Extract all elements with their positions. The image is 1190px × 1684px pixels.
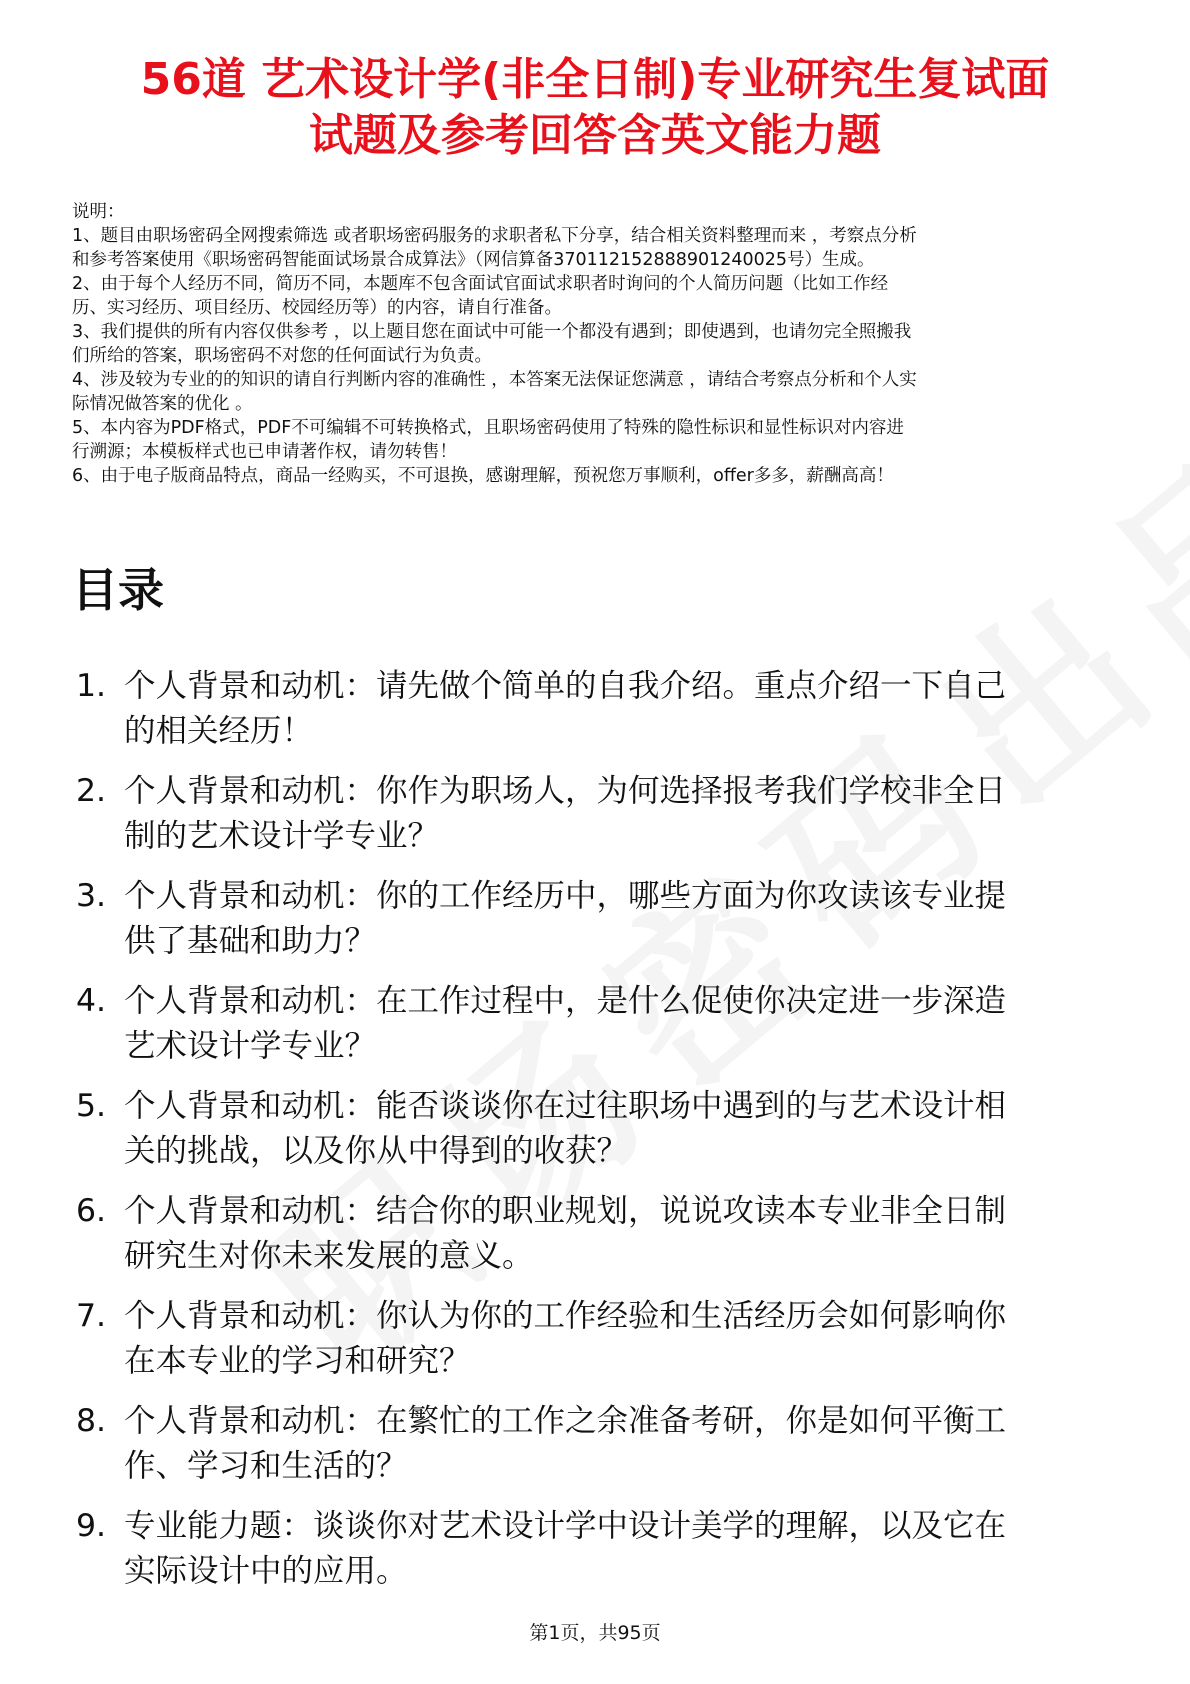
toc-item-text: 专业能力题：谈谈你对艺术设计学中设计美学的理解，以及它在 bbox=[124, 1508, 1007, 1544]
notes-line: 5、本内容为PDF格式，PDF不可编辑不可转换格式，且职场密码使用了特殊的隐性标识和显性标识对内容进 bbox=[72, 418, 904, 438]
toc-item-text: 在本专业的学习和研究？ bbox=[124, 1343, 471, 1379]
toc-item-text: 的相关经历！ bbox=[124, 713, 314, 749]
notes-line: 和参考答案使用《职场密码智能面试场景合成算法》（网信算备370112152888901240025号）生成。 bbox=[72, 250, 875, 270]
notes-section bbox=[72, 200, 1122, 488]
toc-item-number: 5. bbox=[76, 1088, 107, 1124]
toc-item-text: 个人背景和动机：在繁忙的工作之余准备考研，你是如何平衡工 bbox=[124, 1403, 1007, 1439]
toc-item[interactable] bbox=[72, 1399, 1112, 1489]
toc-item-text: 供了基础和助力？ bbox=[124, 923, 377, 959]
toc-item-number: 1. bbox=[76, 668, 107, 704]
notes-line: 2、由于每个人经历不同，简历不同，本题库不包含面试官面试求职者时询问的个人简历问题（比如工作经 bbox=[72, 274, 889, 294]
toc-item[interactable] bbox=[72, 1294, 1112, 1384]
toc-item-number: 2. bbox=[76, 773, 107, 809]
toc-item-text: 作、学习和生活的？ bbox=[124, 1448, 408, 1484]
notes-line: 3、我们提供的所有内容仅供参考 ，以上题目您在面试中可能一个都没有遇到；即使遇到，也请勿完全照搬我 bbox=[72, 322, 912, 342]
page-number: 第1页，共95页 bbox=[529, 1622, 661, 1644]
toc-item[interactable] bbox=[72, 664, 1112, 754]
notes-line: 历、实习经历、项目经历、校园经历等）的内容，请自行准备。 bbox=[72, 298, 562, 318]
toc-item[interactable] bbox=[72, 874, 1112, 964]
toc-item[interactable] bbox=[72, 1084, 1112, 1174]
toc-item-text: 个人背景和动机：你认为你的工作经验和生活经历会如何影响你 bbox=[124, 1298, 1007, 1334]
toc-item-number: 8. bbox=[76, 1403, 107, 1439]
toc-list bbox=[72, 664, 1112, 1609]
notes-line: 1、题目由职场密码全网搜索筛选 或者职场密码服务的求职者私下分享，结合相关资料整理而来 ，考察点分析 bbox=[72, 226, 917, 246]
toc-item-text: 个人背景和动机：在工作过程中，是什么促使你决定进一步深造 bbox=[124, 983, 1007, 1019]
toc-item-number: 4. bbox=[76, 983, 107, 1019]
toc-item[interactable] bbox=[72, 979, 1112, 1069]
toc-item-number: 9. bbox=[76, 1508, 107, 1544]
toc-item-text: 艺术设计学专业？ bbox=[124, 1028, 377, 1064]
notes-line: 4、涉及较为专业的的知识的请自行判断内容的准确性 ，本答案无法保证您满意 ，请结合考察点分析和个人实 bbox=[72, 370, 917, 390]
toc-item[interactable] bbox=[72, 1504, 1112, 1594]
notes-line: 6、由于电子版商品特点，商品一经购买，不可退换，感谢理解，预祝您万事顺利，offer多多，薪酬高高！ bbox=[72, 466, 894, 486]
toc-item-number: 6. bbox=[76, 1193, 107, 1229]
notes-line: 际情况做答案的优化 。 bbox=[72, 394, 253, 414]
toc-item-text: 制的艺术设计学专业？ bbox=[124, 818, 440, 854]
toc-item-text: 个人背景和动机：请先做个简单的自我介绍。重点介绍一下自己 bbox=[124, 668, 1007, 704]
document-title-line1: 56道 艺术设计学(非全日制)专业研究生复试面 bbox=[140, 54, 1050, 105]
toc-item-number: 3. bbox=[76, 878, 107, 914]
toc-item[interactable] bbox=[72, 769, 1112, 859]
toc-item-text: 个人背景和动机：结合你的职业规划，说说攻读本专业非全日制 bbox=[124, 1193, 1007, 1229]
toc-item[interactable] bbox=[72, 1189, 1112, 1279]
toc-item-text: 个人背景和动机：能否谈谈你在过往职场中遇到的与艺术设计相 bbox=[124, 1088, 1007, 1124]
toc-item-text: 实际设计中的应用。 bbox=[124, 1553, 408, 1589]
notes-line: 行溯源；本模板样式也已申请著作权，请勿转售！ bbox=[72, 442, 457, 462]
notes-heading: 说明： bbox=[72, 202, 125, 222]
toc-item-text: 个人背景和动机：你作为职场人，为何选择报考我们学校非全日 bbox=[124, 773, 1007, 809]
toc-item-text: 研究生对你未来发展的意义。 bbox=[124, 1238, 534, 1274]
toc-heading: 目录 bbox=[72, 563, 164, 617]
document-title-line2: 试题及参考回答含英文能力题 bbox=[309, 110, 881, 161]
notes-line: 们所给的答案，职场密码不对您的任何面试行为负责。 bbox=[72, 346, 492, 366]
document-title bbox=[60, 52, 1130, 164]
toc-item-text: 关的挑战，以及你从中得到的收获？ bbox=[124, 1133, 629, 1169]
toc-item-number: 7. bbox=[76, 1298, 107, 1334]
toc-item-text: 个人背景和动机：你的工作经历中，哪些方面为你攻读该专业提 bbox=[124, 878, 1007, 914]
